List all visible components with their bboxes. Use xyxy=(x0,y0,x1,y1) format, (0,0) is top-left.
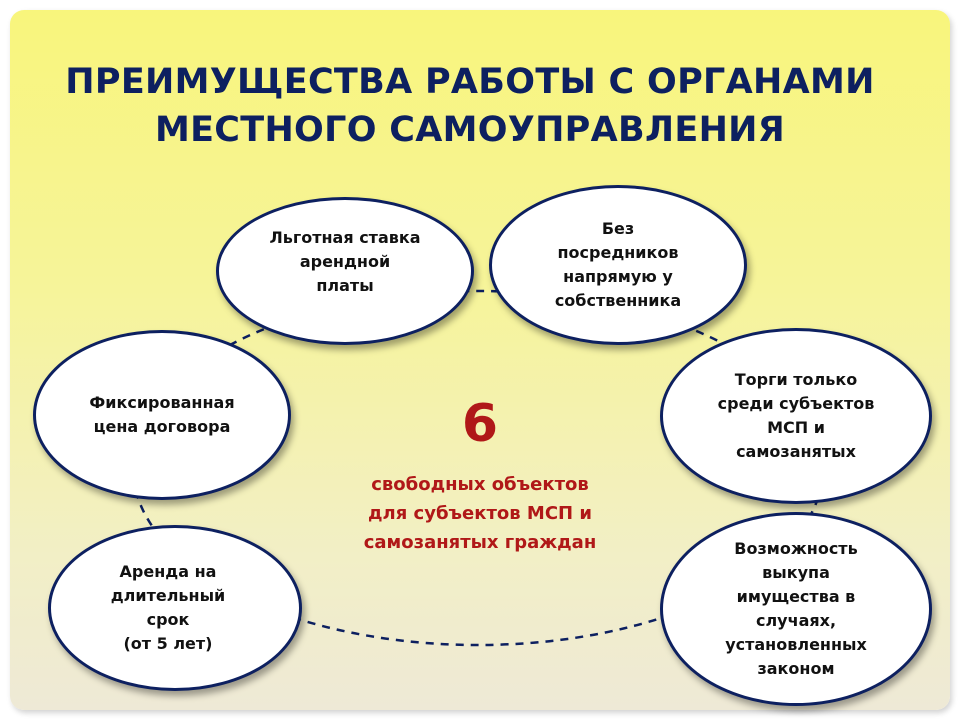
benefit-label: Возможность выкупа имущества в случаях, установленных законом xyxy=(725,539,867,678)
benefit-label: Льготная ставка арендной платы xyxy=(269,228,421,295)
title-line-1: ПРЕИМУЩЕСТВА РАБОТЫ С ОРГАНАМИ xyxy=(65,62,875,102)
benefit-preferential-rate xyxy=(216,197,474,345)
benefit-msp-auctions xyxy=(660,328,932,504)
title-line-2: МЕСТНОГО САМОУПРАВЛЕНИЯ xyxy=(154,110,786,150)
free-objects-caption: свободных объектов для субъектов МСП и самозанятых граждан xyxy=(363,474,597,553)
benefit-no-intermediaries xyxy=(489,185,747,345)
benefit-long-term-lease xyxy=(48,525,302,691)
benefit-label: Без посредников напрямую у собственника xyxy=(554,219,682,310)
benefit-label: Фиксированная цена договора xyxy=(89,393,235,436)
benefit-label: Торги только среди субъектов МСП и самозанятых xyxy=(717,370,875,461)
benefit-fixed-price xyxy=(33,330,291,500)
benefit-buyout-option xyxy=(660,512,932,706)
free-objects-count: 6 xyxy=(461,394,499,454)
benefit-label: Аренда на длительный срок (от 5 лет) xyxy=(110,562,226,653)
